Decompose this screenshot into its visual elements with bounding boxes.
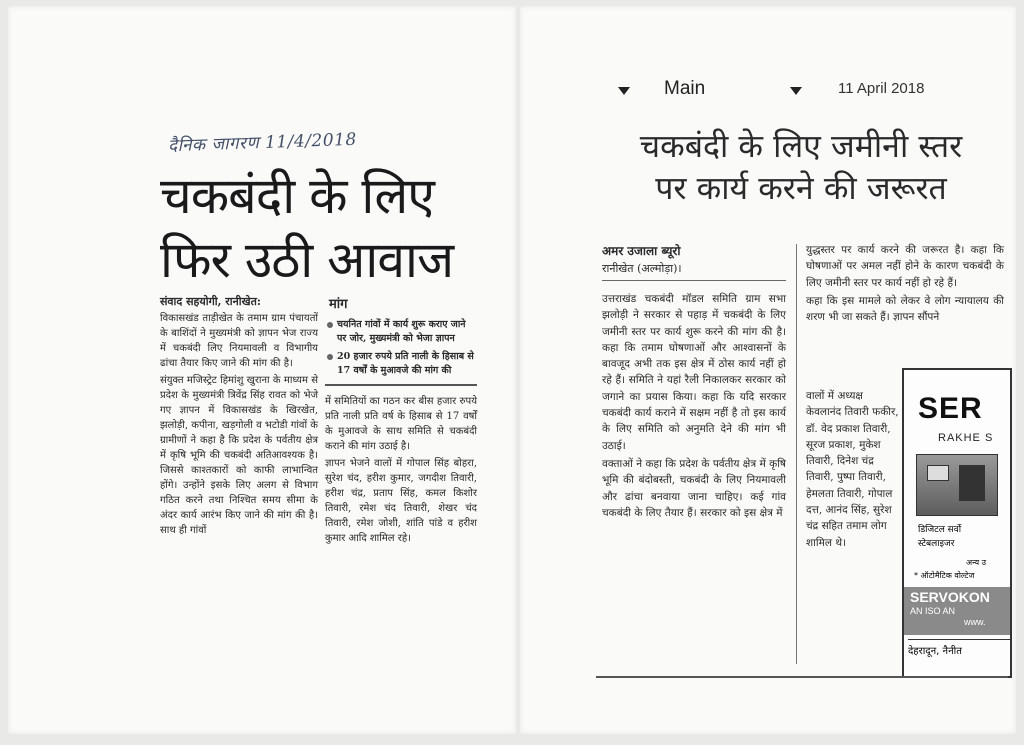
ad-tagline: RAKHE S [938,432,994,444]
ad-brand-band [904,587,1010,635]
byline-divider [602,280,786,281]
section-label: Main [664,78,706,99]
bullet-icon [327,322,333,328]
right-paragraph-5: वालों में अध्यक्ष केवलानंद तिवारी फकीर, डॉ. वेद प्रकाश तिवारी, सूरज प्रकाश, मुकेश तिवारी, दिनेश चंद्र तिवारी, पुष्पा तिवारी, हेमलता तिवारी, गोपाल दत्त, आनंद सिंह, सुरेश चंद्र सहित तमाम लोग शामिल थे। [806,390,899,549]
ad-other-products-item: * ऑटोमैटिक वोल्टेज [914,571,975,580]
right-article-column-3 [806,388,900,553]
left-article-column-1 [160,294,318,540]
ad-cities: देहरादून, नैनीत [908,639,1010,657]
left-paragraph-4: ज्ञापन भेजने वालों में गोपाल सिंह बोहरा, सुरेश चंद, हरीश कुमार, जगदीश तिवारी, हरीश चंद्र, प्रताप सिंह, कमल किशोर तिवारी, रमेश चंद तिवारी, शेखर चंद तिवारी, रमेश जोशी, शांति पांडे व हरीश कुमार आदि शामिल रहे। [325,458,477,544]
triangle-down-icon[interactable] [618,87,630,95]
clipping-bottom-rule [596,676,1008,678]
left-headline-line2: फिर उठी आवाज [160,231,454,289]
right-paragraph-3: युद्धस्तर पर कार्य करने की जरूरत है। कहा कि घोषणाओं पर अमल नहीं होने के कारण चकबंदी के लिए जमीनी स्तर पर कार्य नहीं हो रहे हैं। [806,244,1004,289]
ad-band-brand: SERVOKON [910,589,990,605]
demand-box-title: मांग [329,297,348,312]
right-paragraph-2: वक्ताओं ने कहा कि प्रदेश के पर्वतीय क्षेत्र में कृषि भूमि की बंदोबस्ती, चकबंदी के लिए नियमावली और ढांचा बनवाया जाना चाहिए। कई गांव चकबंदी के लिए तैयार हैं। सरकार को इस क्षेत्र में [602,457,786,519]
demand-item [325,318,477,346]
right-headline-line1: चकबंदी के लिए जमीनी स्तर [639,127,963,165]
ad-other-products: अन्य उ [966,558,987,567]
right-article-column-1 [602,242,786,523]
ad-product-line1: डिजिटल सर्वो [918,525,962,535]
left-article-column-2 [325,294,477,548]
right-headline-line2: पर कार्य करने की जरूरत [655,169,947,207]
bullet-icon [327,354,333,360]
servokon-advertisement [902,368,1012,678]
epaper-header-bar [612,78,1008,104]
left-paragraph-1: विकासखंड ताड़ीखेत के तमाम ग्राम पंचायतों के बाशिंदों ने मुख्यमंत्री को ज्ञापन भेज राज्य में चकबंदी लिए नियमावली व विभागीय ढांचा तैयार किए जाने की मांग की है। [160,313,318,369]
demand-item-text: 20 हजार रुपये प्रति नाली के हिसाब से 17 वर्षों के मुआवजे की मांग की [337,351,474,376]
left-paragraph-3: में समितियों का गठन कर बीस हजार रुपये प्रति नाली प्रति वर्ष के हिसाब से 17 वर्षों के मुआवजे के साथ समिति से चकबंदी कराने की मांग उठाई है। [325,396,477,452]
right-paragraph-4: कहा कि इस मामले को लेकर वे लोग न्यायालय की शरण भी जा सकते हैं। ज्ञापन सौंपने [806,294,1004,324]
demand-item [325,350,477,378]
left-byline: संवाद सहयोगी, रानीखेत: [160,295,261,308]
ad-brand-logo: SER [918,392,983,425]
left-headline-line1: चकबंदी के लिए [160,167,434,225]
ad-band-web: www. [964,617,986,627]
right-paragraph-1: उत्तराखंड चकबंदी मॉडल समिति ग्राम सभा झलोड़ी ने सरकार से पहाड़ में चकबंदी के लिए जमीनी स्तर पर कार्य शुरू करने की मांग की है। कहा कि तमाम घोषणाओं और आश्वासनों के बावजूद अभी तक इस क्षेत्र में ठोस कार्य नहीं हो रहे हैं। समिति ने यहां रैली निकालकर सरकार को जगाने का प्रयास किया। कहा कि यदि सरकार चकबंदी कार्य कराने में सक्षम नहीं है तो इस कार्य के लिए समिति को अनुमति देने की मांग भी उठाई। [602,293,786,452]
ad-band-iso: AN ISO AN [910,606,956,616]
stabilizer-image [916,454,998,516]
demand-box-divider [325,384,477,386]
right-article-column-2 [806,242,1004,327]
demand-item-text: चयनित गांवों में कार्य शुरू कराए जाने पर जोर, मुख्यमंत्री को भेजा ज्ञापन [337,319,466,344]
handwritten-source-note: दैनिक जागरण 11/4/2018 [167,129,358,157]
column-divider [796,244,797,664]
ad-product-line2: स्टेबलाइजर [918,539,955,549]
triangle-down-icon[interactable] [790,87,802,95]
right-byline: अमर उजाला ब्यूरो [602,244,681,258]
edition-date: 11 April 2018 [838,80,925,97]
right-dateline: रानीखेत (अल्मोड़ा)। [602,262,682,275]
left-paragraph-2: संयुक्त मजिस्ट्रेट हिमांशु खुराना के माध्यम से प्रदेश के मुख्यमंत्री त्रिवेंद्र सिंह रावत को भेजे गए ज्ञापन में विकासखंड के खिरखेत, झलोड़ी, कपीना, खड़गोली व भटोडी गांवों के ग्रामीणों ने कहा है कि प्रदेश के पर्वतीय क्षेत्र में कृषि भूमि की चकबंदी अतिआवश्यक है। जिससे काश्तकारों को काफी लाभान्वित होंगे। उन्होंने इसके लिए अलग से विभाग गठित करने तथा निश्चित समय सीमा के अंदर कार्य आरंभ किए जाने की मांग की है। साथ ही गांवों [160,375,318,536]
